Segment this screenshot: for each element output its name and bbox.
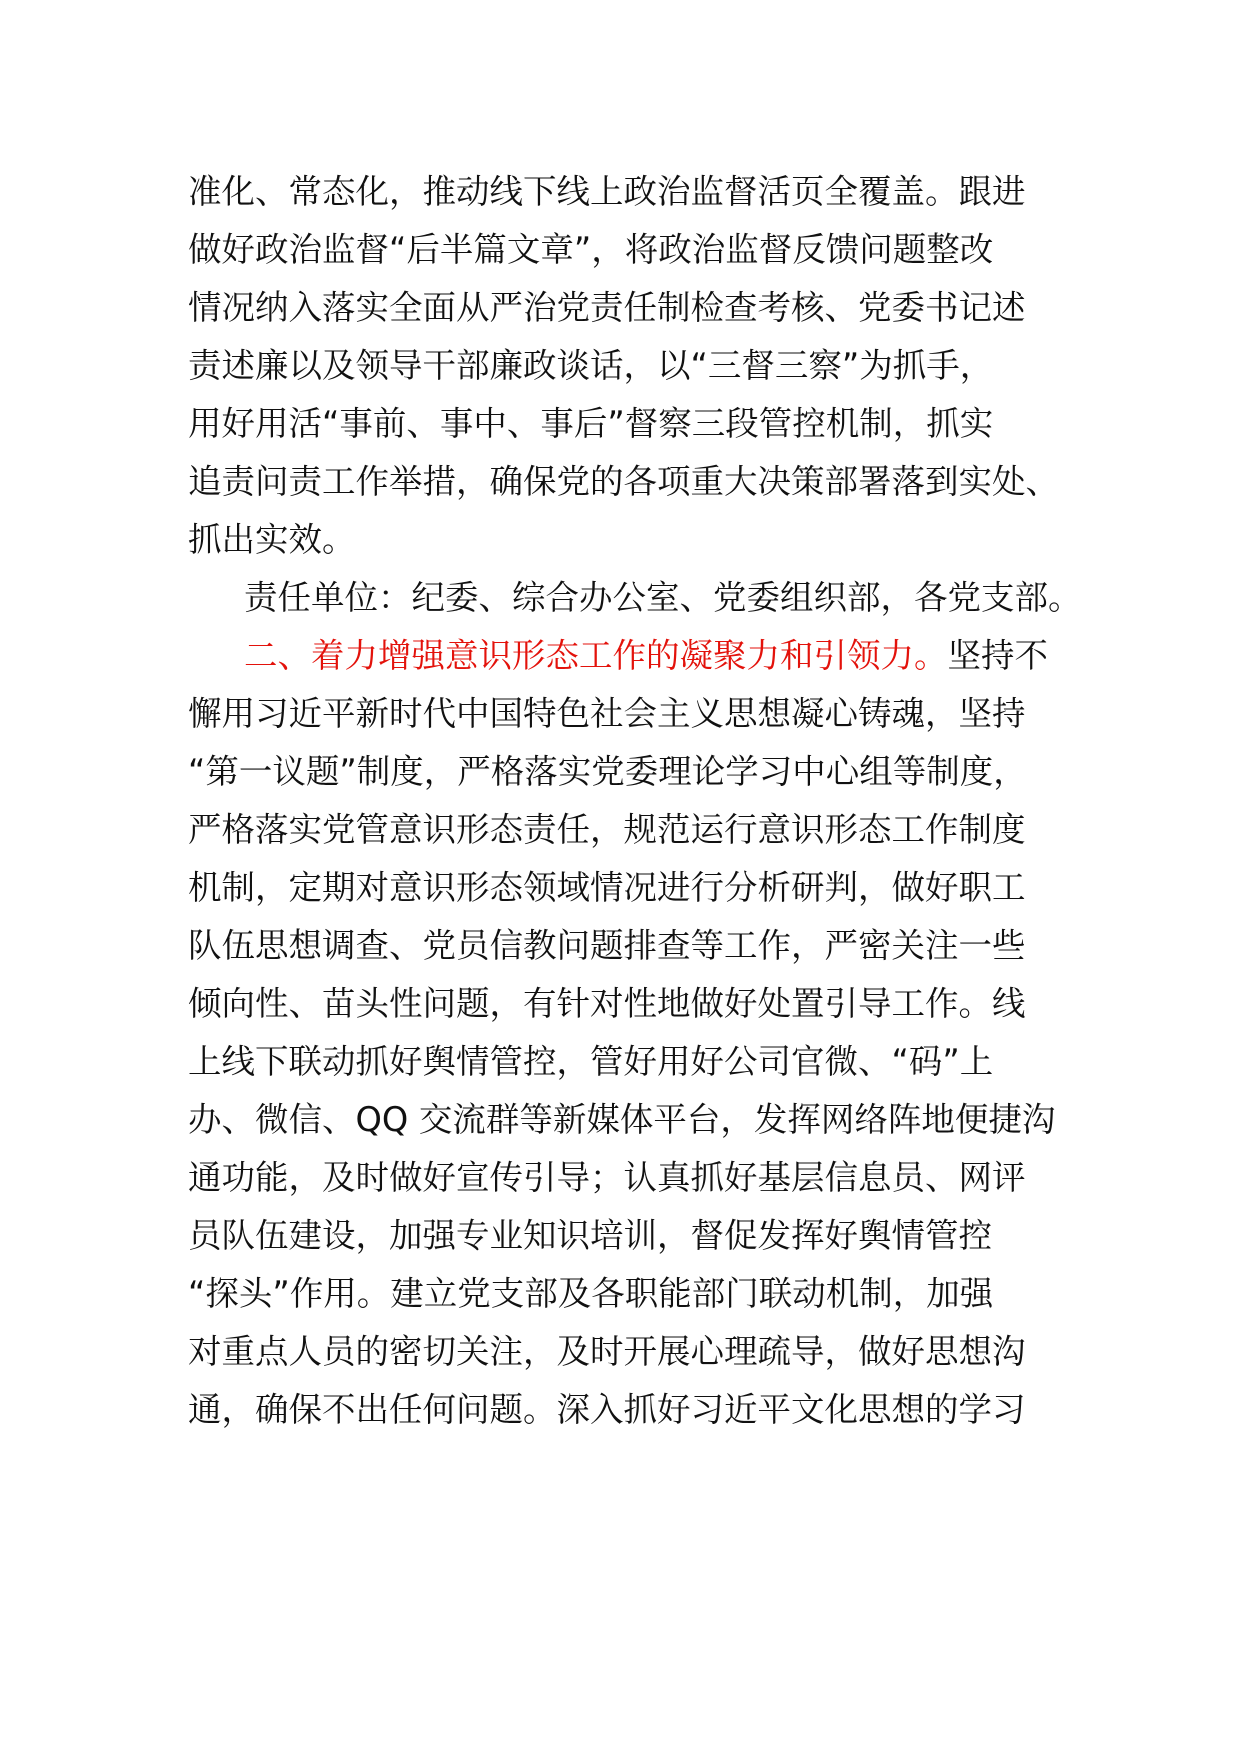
- paragraph-line: 做好政治监督“后半篇文章”，将政治监督反馈问题整改: [188, 230, 994, 269]
- paragraph-line: 严格落实党管意识形态责任，规范运行意识形态工作制度: [188, 810, 1026, 849]
- paragraph-line: 通，确保不出任何问题。深入抓好习近平文化思想的学习: [188, 1390, 1026, 1429]
- paragraph-line: 用好用活“事前、事中、事后”督察三段管控机制，抓实: [188, 404, 994, 443]
- paragraph-line: 通功能，及时做好宣传引导；认真抓好基层信息员、网评: [188, 1158, 1026, 1197]
- paragraph-line: 准化、常态化，推动线下线上政治监督活页全覆盖。跟进: [188, 172, 1026, 211]
- paragraph-line: 情况纳入落实全面从严治党责任制检查考核、党委书记述: [188, 288, 1026, 327]
- paragraph-line: 追责问责工作举措，确保党的各项重大决策部署落到实处、: [188, 462, 1059, 501]
- responsible-units-line: 责任单位：纪委、综合办公室、党委组织部，各党支部。: [244, 578, 1082, 617]
- paragraph-line: 抓出实效。: [188, 520, 356, 559]
- section-2-first-line-rest: 坚持不: [947, 636, 1048, 675]
- paragraph-line: 对重点人员的密切关注，及时开展心理疏导，做好思想沟: [188, 1332, 1026, 1371]
- paragraph-line: 上线下联动抓好舆情管控，管好用好公司官微、“码”上: [188, 1042, 994, 1081]
- paragraph-line: 机制，定期对意识形态领域情况进行分析研判，做好职工: [188, 868, 1026, 907]
- paragraph-line: 员队伍建设，加强专业知识培训，督促发挥好舆情管控: [188, 1216, 992, 1255]
- paragraph-line: 队伍思想调查、党员信教问题排查等工作，严密关注一些: [188, 926, 1026, 965]
- paragraph-line: 倾向性、苗头性问题，有针对性地做好处置引导工作。线: [188, 984, 1026, 1023]
- paragraph-line: 办、微信、QQ 交流群等新媒体平台，发挥网络阵地便捷沟: [188, 1100, 1056, 1139]
- paragraph-line: 懈用习近平新时代中国特色社会主义思想凝心铸魂，坚持: [188, 694, 1026, 733]
- paragraph-line: 责述廉以及领导干部廉政谈话，以“三督三察”为抓手，: [188, 346, 994, 385]
- paragraph-line: “探头”作用。建立党支部及各职能部门联动机制，加强: [188, 1274, 994, 1313]
- section-2-first-line: [244, 632, 1048, 680]
- section-2-heading: 二、着力增强意识形态工作的凝聚力和引领力。: [244, 636, 948, 675]
- paragraph-line: “第一议题”制度，严格落实党委理论学习中心组等制度，: [188, 752, 1027, 791]
